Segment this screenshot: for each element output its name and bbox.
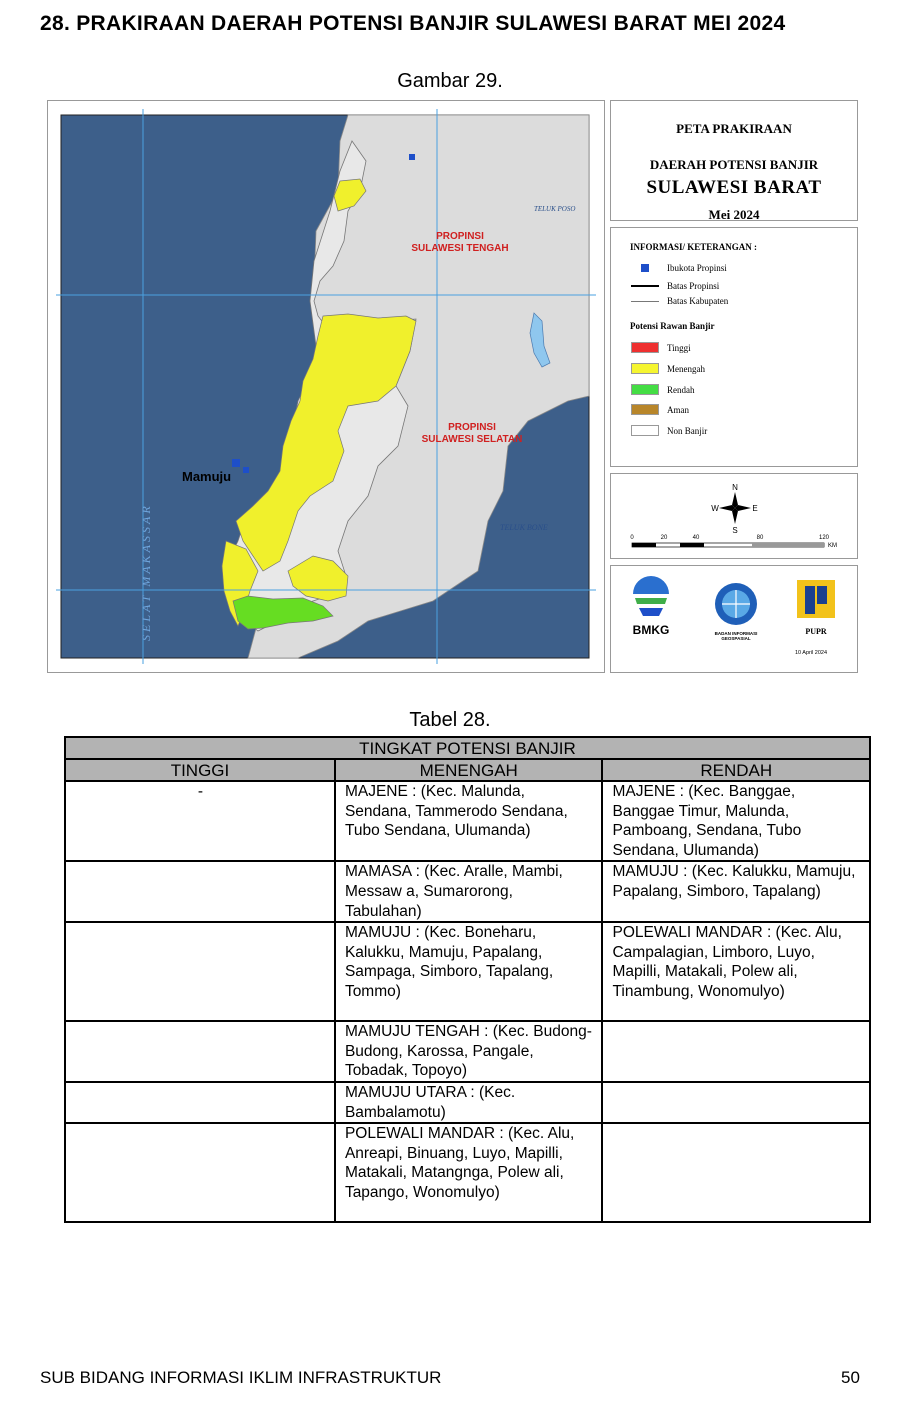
figure-caption: Gambar 29. bbox=[397, 70, 503, 92]
compass-s: S bbox=[732, 526, 738, 535]
cell-menengah: MAMUJU : (Kec. Boneharu, Kalukku, Mamuju, Papalang, Sampaga, Simboro, Tapalang, Tommo) bbox=[335, 922, 603, 1021]
column-header-menengah: MENENGAH bbox=[335, 759, 603, 781]
big-text-2: GEOSPASIAL bbox=[721, 636, 751, 641]
map-legend-panel bbox=[610, 227, 858, 467]
page-heading: 28. PRAKIRAAN DAERAH POTENSI BANJIR SULAWESI BARAT MEI 2024 bbox=[40, 12, 786, 35]
label-province-south-1: PROPINSI bbox=[448, 422, 496, 433]
table-caption: Tabel 28. bbox=[409, 709, 491, 731]
compass-n: N bbox=[732, 483, 738, 492]
cell-rendah: MAJENE : (Kec. Banggae, Banggae Timur, Malunda, Pamboang, Sendana, Tubo Sendana, Ulumanda) bbox=[602, 781, 870, 861]
cell-rendah: MAMUJU : (Kec. Kalukku, Mamuju, Papalang, Simboro, Tapalang) bbox=[602, 861, 870, 922]
flood-map bbox=[47, 100, 605, 673]
compass-e: E bbox=[752, 504, 758, 513]
legend-ibukota: Ibukota Propinsi bbox=[631, 263, 727, 273]
legend-potensi-heading: Potensi Rawan Banjir bbox=[630, 321, 715, 331]
label-sea: SELAT MAKASSAR bbox=[139, 503, 153, 641]
table-title: TINGKAT POTENSI BANJIR bbox=[65, 737, 870, 759]
legend-batas-kabupaten: Batas Kabupaten bbox=[631, 296, 728, 306]
scale-tick-40: 40 bbox=[692, 535, 700, 541]
scale-bar bbox=[630, 535, 837, 549]
bmkg-logo-icon bbox=[633, 576, 670, 637]
map-title-line3: SULAWESI BARAT bbox=[646, 177, 822, 198]
cell-menengah: MAMUJU TENGAH : (Kec. Budong-Budong, Karossa, Pangale, Tobadak, Topoyo) bbox=[335, 1021, 603, 1082]
legend-item-menengah: Menengah bbox=[631, 363, 705, 374]
map-logo-panel bbox=[610, 565, 858, 673]
label-province-south-2: SULAWESI SELATAN bbox=[421, 434, 523, 445]
cell-tinggi bbox=[65, 861, 335, 922]
cell-tinggi bbox=[65, 1123, 335, 1222]
table-row bbox=[65, 922, 870, 1021]
pupr-text: PUPR bbox=[805, 627, 827, 636]
cell-menengah: MAMASA : (Kec. Aralle, Mambi, Messaw a, Sumarorong, Tabulahan) bbox=[335, 861, 603, 922]
table-row bbox=[65, 1082, 870, 1123]
logo-date: 10 April 2024 bbox=[794, 650, 828, 656]
cell-rendah bbox=[602, 1021, 870, 1082]
compass-w: W bbox=[711, 504, 719, 513]
label-bay-north: TELUK POSO bbox=[534, 205, 576, 213]
legend-item-rendah: Rendah bbox=[631, 384, 695, 395]
map-title-line1: PETA PRAKIRAAN bbox=[676, 121, 792, 136]
thin-line-icon bbox=[631, 301, 659, 302]
legend-item-aman: Aman bbox=[631, 404, 689, 415]
label-province-north-1: PROPINSI bbox=[436, 231, 484, 242]
label-city: Mamuju bbox=[182, 469, 232, 484]
thick-line-icon bbox=[631, 285, 659, 287]
table-row bbox=[65, 1123, 870, 1222]
column-header-tinggi: TINGGI bbox=[65, 759, 335, 781]
cell-menengah: MAJENE : (Kec. Malunda, Sendana, Tammerodo Sendana, Tubo Sendana, Ulumanda) bbox=[335, 781, 603, 861]
swatch-rendah bbox=[631, 384, 659, 395]
big-logo-icon bbox=[715, 583, 758, 641]
label-bay-south: TELUK BONE bbox=[500, 523, 548, 532]
scale-tick-20: 20 bbox=[660, 535, 668, 541]
cell-tinggi: - bbox=[65, 781, 335, 861]
bmkg-text: BMKG bbox=[632, 623, 670, 637]
map-title-line2: DAERAH POTENSI BANJIR bbox=[649, 157, 819, 172]
table-row bbox=[65, 1021, 870, 1082]
cell-tinggi bbox=[65, 1082, 335, 1123]
cell-rendah bbox=[602, 1082, 870, 1123]
scale-tick-80: 80 bbox=[756, 535, 764, 541]
footer-department: SUB BIDANG INFORMASI IKLIM INFRASTRUKTUR bbox=[40, 1368, 442, 1387]
cell-menengah: POLEWALI MANDAR : (Kec. Alu, Anreapi, Binuang, Luyo, Mapilli, Matakali, Matangnga, Polew ali, Tapango, Wonomulyo) bbox=[335, 1123, 603, 1222]
cell-tinggi bbox=[65, 922, 335, 1021]
page-number: 50 bbox=[841, 1368, 860, 1387]
swatch-aman bbox=[631, 404, 659, 415]
capital-square-icon bbox=[641, 264, 649, 272]
big-text-1: BADAN INFORMASI bbox=[714, 631, 758, 636]
swatch-tinggi bbox=[631, 342, 659, 353]
compass-icon bbox=[711, 483, 757, 535]
scale-tick-0: 0 bbox=[630, 535, 634, 541]
capital-marker-mamuju-2 bbox=[243, 467, 249, 473]
table-row bbox=[65, 861, 870, 922]
pupr-logo-icon bbox=[797, 580, 835, 636]
capital-marker-mamuju bbox=[232, 459, 240, 467]
map-title-panel bbox=[610, 100, 858, 221]
map-scale-panel bbox=[610, 473, 858, 559]
cell-tinggi bbox=[65, 1021, 335, 1082]
legend-item-tinggi: Tinggi bbox=[631, 342, 691, 353]
label-province-north-2: SULAWESI TENGAH bbox=[411, 243, 509, 254]
map-title-line4: Mei 2024 bbox=[708, 207, 760, 222]
swatch-non-banjir bbox=[631, 425, 659, 436]
legend-batas-propinsi: Batas Propinsi bbox=[631, 281, 719, 291]
flood-potential-table bbox=[64, 736, 871, 1223]
scale-tick-120: 120 bbox=[818, 535, 830, 541]
legend-heading: INFORMASI/ KETERANGAN : bbox=[630, 242, 758, 252]
cell-rendah bbox=[602, 1123, 870, 1222]
scale-unit: KM bbox=[828, 543, 837, 549]
column-header-rendah: RENDAH bbox=[602, 759, 870, 781]
table-row bbox=[65, 781, 870, 861]
legend-item-non-banjir: Non Banjir bbox=[631, 425, 707, 436]
cell-rendah: POLEWALI MANDAR : (Kec. Alu, Campalagian, Limboro, Luyo, Mapilli, Matakali, Polew ali, Tinambung, Wonomulyo) bbox=[602, 922, 870, 1021]
swatch-menengah bbox=[631, 363, 659, 374]
capital-marker-palu bbox=[409, 154, 415, 160]
cell-menengah: MAMUJU UTARA : (Kec. Bambalamotu) bbox=[335, 1082, 603, 1123]
